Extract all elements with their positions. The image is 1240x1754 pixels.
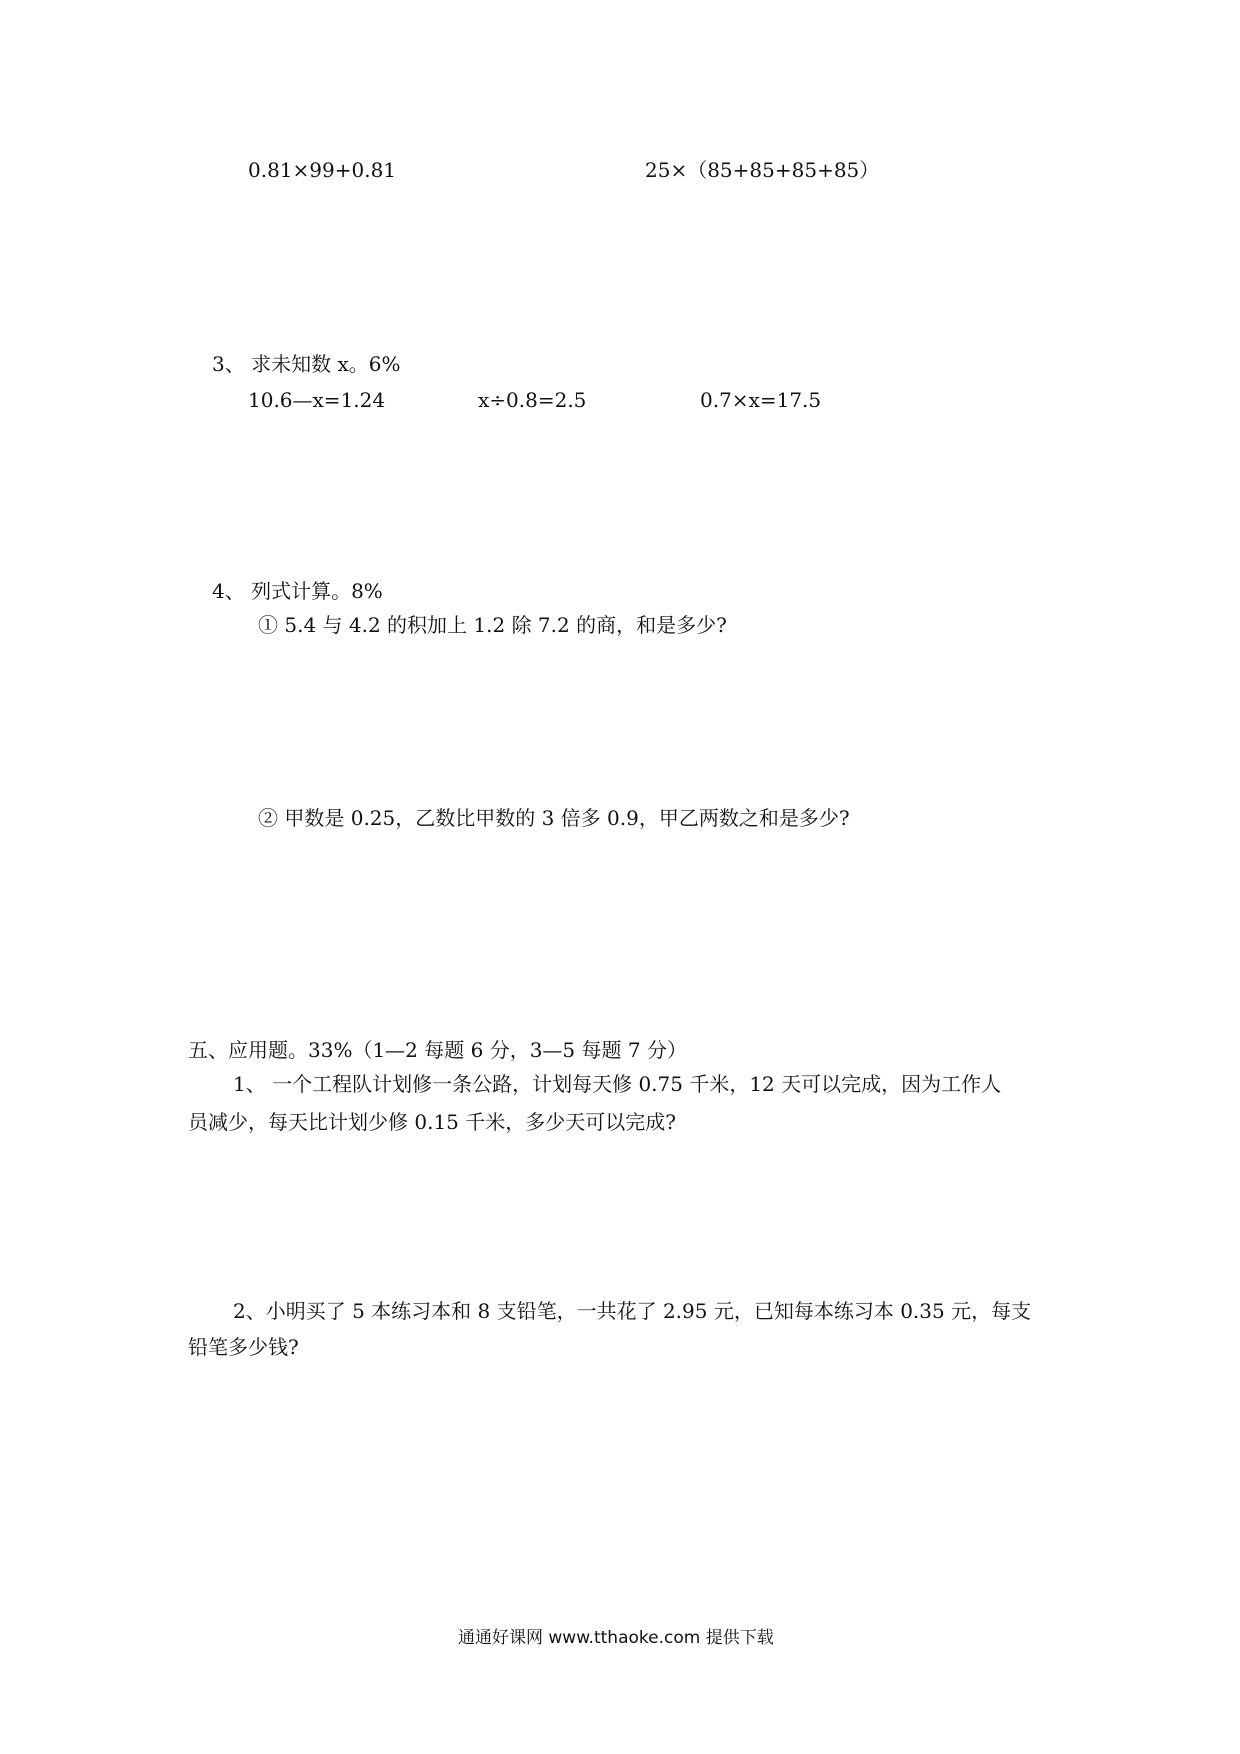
section-4-item-2: ② 甲数是 0.25，乙数比甲数的 3 倍多 0.9，甲乙两数之和是多少? <box>258 806 850 830</box>
section-3-title: 3、 求未知数 x。6% <box>212 352 401 376</box>
calc-expression-right: 25×（85+85+85+85） <box>645 158 880 182</box>
section-4-item-1: ① 5.4 与 4.2 的积加上 1.2 除 7.2 的商，和是多少? <box>258 613 727 637</box>
section-5-problem-2-line-1: 2、小明买了 5 本练习本和 8 支铅笔，一共花了 2.95 元，已知每本练习本 0.35 元，每支 <box>233 1299 1032 1323</box>
section-4-title: 4、 列式计算。8% <box>212 579 383 603</box>
section-3-equation-2: x÷0.8=2.5 <box>478 388 587 412</box>
section-3-equation-3: 0.7×x=17.5 <box>700 388 822 412</box>
page-footer: 通通好课网 www.tthaoke.com 提供下载 <box>458 1628 774 1648</box>
calc-expression-left: 0.81×99+0.81 <box>248 158 397 182</box>
section-5-problem-2-line-2: 铅笔多少钱? <box>188 1335 299 1359</box>
section-5-problem-1-line-1: 1、 一个工程队计划修一条公路，计划每天修 0.75 千米，12 天可以完成，因为工作人 <box>233 1072 1002 1096</box>
section-5-title: 五、应用题。33%（1—2 每题 6 分，3—5 每题 7 分） <box>188 1038 687 1062</box>
section-5-problem-1-line-2: 员减少，每天比计划少修 0.15 千米，多少天可以完成? <box>188 1110 676 1134</box>
section-3-equation-1: 10.6—x=1.24 <box>248 388 386 412</box>
